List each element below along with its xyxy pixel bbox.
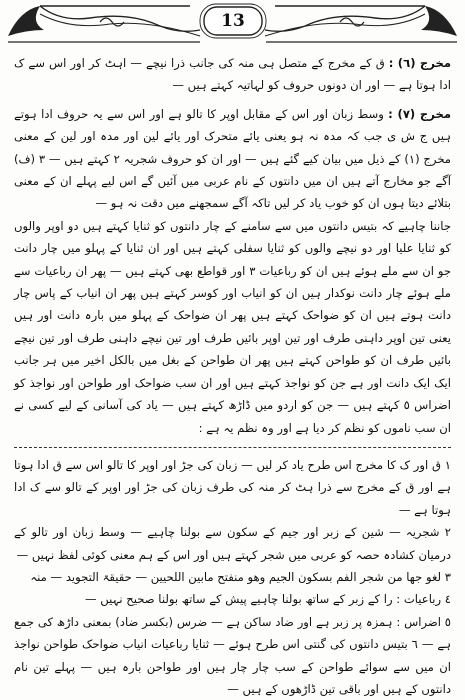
footnote: ١ ق اور ک کا مخرج اس طرح یاد کر لیں — زبان کی جڑ اور اوپر کا تالو اس سے ق ادا ہوتا ہے اور ق کے مخرج سے ذرا ہٹ کر منہ کی طرف زبان کی جڑ اور اوپر کے تالو سے ک ادا ہوتا ہے — [14, 457, 451, 517]
section-text: ق کے مخرج کے متصل ہی منہ کی جانب ذرا نیچے — اہٹ کر اور اس سے ک ادا ہوتا ہے — اور ان دونوں حروف کو لہاتیہ کہتے ہیں — [14, 56, 451, 93]
section-text: وسط زبان اور اس کے مقابل اوپر کا تالو ہے اور اس سے یہ حروف ادا ہوتے ہیں ج ش ی جب کہ مدہ نہ ہو یعنی یائے متحرک اور یائے لین اور مدہ اور لین کے معنی مخرج (١) کے ذیل میں بیان کیے گئے ہیں — اور ان کو حروف شجریہ ٢ کہتے ہیں — ٣ (ف) آگے جو مخارج آتے ہیں ان میں دانتوں کے نام عربی میں آئیں گے اس لیے پہلے ان کے معنی بتلائے دیتا ہوں ان کو خوب یاد کر لیں تاکہ آگے سمجھنے میں دقت نہ ہو — [14, 106, 452, 211]
footnote: ٤ رباعیات : را کے زبر کے ساتھ بولنا چاہیے پیش کے ساتھ بولنا صحیح نہیں — [84, 592, 451, 607]
section-heading: مخرج (٦) : [388, 56, 451, 70]
footnote: ٣ لغو جھا من شجر الفم بسکون الجیم وھو منفتح مابین اللحیین — حقیقۃ التجوید — منہ [30, 569, 451, 584]
section-makhraj-6 [14, 52, 451, 97]
page-body [14, 52, 452, 696]
page-number: 13 [221, 11, 245, 31]
section-makhraj-7 [14, 103, 451, 215]
footnote: ٢ شجریہ — شین کے زبر اور جیم کے سکون سے بولنا چاہیے — وسط زبان اور تالو کے درمیان کشادہ حصہ کو عربی میں شجر کہتے ہیں اور اس کے ہم معنی کوئی لفظ نہیں — [14, 525, 451, 562]
footnote-divider [14, 447, 451, 448]
teeth-names-paragraph: جاننا چاہیے کہ بتیس دانتوں میں سے سامنے کے چار دانتوں کو ثنایا کہتے ہیں دو اوپر والوں کو ثنایا علیا اور دو نیچے والوں کو ثنایا سفلی کہتے ہیں اور ان ثنایا کے پہلو میں چار دانت جو ان سے ملے ہوئے ہیں ان کو رباعیات ٣ اور قواطع بھی کہتے ہیں — پھر ان رباعیات سے ملے ہوئے چار دانت نوکدار ہیں ان کو انیاب اور کوسر کہتے ہیں پھر ان انیاب کے پاس چار دانت ہوتے ہیں ان کو ضواحک کہتے ہیں پھر ان ضواحک کے پہلو میں بارہ دانت اور ہیں یعنی تین اوپر داہنی طرف اور تین اوپر بائیں طرف اور تین نیچے داہنی طرف اور تین نیچے بائیں طرف ان کو طواحن کہتے ہیں پھر ان طواحن کے بغل میں بالکل اخیر میں ہر جانب ایک ایک دانت اور ہے جن کو نواجذ کہتے ہیں اور ان سب ضواحک اور طواحن اور نواجذ کو اضراس ٥ کہتے ہیں — جن کو اردو میں ڈاڑھ کہتے ہیں — یاد کی آسانی کے لیے کسی نے ان سب ناموں کو نظم کر دیا ہے اور وہ نظم یہ ہے : [14, 218, 451, 435]
page-header [0, 0, 465, 46]
section-heading: مخرج (٧) : [388, 106, 451, 121]
footnote: ٥ اضراس : ہمزہ پر زبر ہے اور ضاد ساکن ہے — ضرس (بکسر ضاد) بمعنی داڑھ کی جمع ہے — ٦ بتیس دانتوں کی گنتی اس طرح ہوئے — ثنایا رباعیات انیاب ضواحک طواحن نواجذ ان میں سے سوائے طواحن کے سب چار چار ہیں اور طواحن بارہ ہیں — پہلے تین نام دانتوں کے ہیں اور باقی تین ڈاڑھوں کے ہیں — [14, 614, 451, 696]
